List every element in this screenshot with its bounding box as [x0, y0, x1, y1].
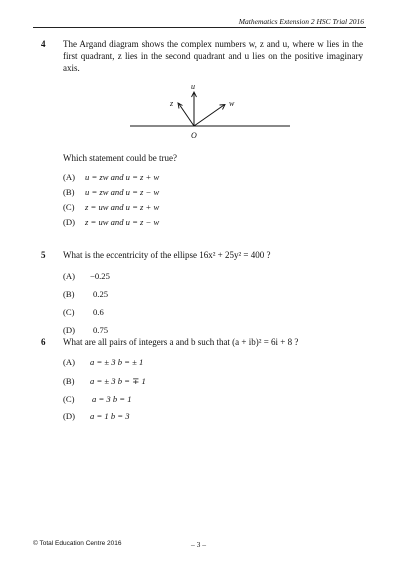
label-origin: O [191, 131, 197, 140]
option-label: (B) [63, 187, 75, 197]
page-header-title: Mathematics Extension 2 HSC Trial 2016 [238, 17, 364, 26]
question-5-number: 5 [41, 250, 46, 260]
option-label: (C) [63, 202, 75, 212]
option-text: 0.75 [93, 325, 109, 335]
header-rule [33, 27, 366, 28]
option-text: a = ± 3 b = ∓ 1 [90, 376, 146, 386]
vector-z [179, 104, 194, 126]
label-u: u [191, 82, 195, 91]
option-label: (A) [63, 271, 75, 281]
question-5-text: What is the eccentricity of the ellipse 16x² + 25y² = 400 ? [63, 250, 271, 260]
question-4-text: The Argand diagram shows the complex numbers w, z and u, where w lies in the first quadrant, z lies in the second quadrant and u lies on the positive imaginary axis. [63, 39, 363, 73]
footer-copyright: © Total Education Centre 2016 [33, 540, 122, 547]
page-number: – 3 – [191, 540, 206, 549]
option-text: z = uw and u = z + w [85, 202, 160, 212]
question-6-text: What are all pairs of integers a and b such that (a + ib)² = 6i + 8 ? [63, 337, 299, 347]
argand-diagram [130, 75, 290, 145]
option-label: (C) [63, 307, 75, 317]
option-label: (B) [63, 376, 75, 386]
question-4-number: 4 [41, 39, 46, 49]
option-label: (A) [63, 172, 75, 182]
option-text: u = zw and u = z − w [85, 187, 160, 197]
option-label: (B) [63, 289, 75, 299]
option-text: z = uw and u = z − w [85, 217, 160, 227]
option-text: u = zw and u = z + w [85, 172, 160, 182]
option-label: (D) [63, 217, 75, 227]
option-text: a = 3 b = 1 [92, 394, 132, 404]
question-6-number: 6 [41, 337, 46, 347]
option-label: (D) [63, 325, 75, 335]
option-text: −0.25 [90, 271, 110, 281]
option-text: a = 1 b = 3 [90, 411, 130, 421]
label-w: w [229, 99, 235, 108]
option-label: (A) [63, 357, 75, 367]
option-text: a = ± 3 b = ± 1 [90, 357, 144, 367]
option-text: 0.6 [93, 307, 104, 317]
option-label: (D) [63, 411, 75, 421]
label-z: z [170, 99, 174, 108]
option-label: (C) [63, 394, 75, 404]
question-4-prompt: Which statement could be true? [63, 153, 177, 163]
option-text: 0.25 [93, 289, 109, 299]
vector-w [194, 105, 224, 126]
